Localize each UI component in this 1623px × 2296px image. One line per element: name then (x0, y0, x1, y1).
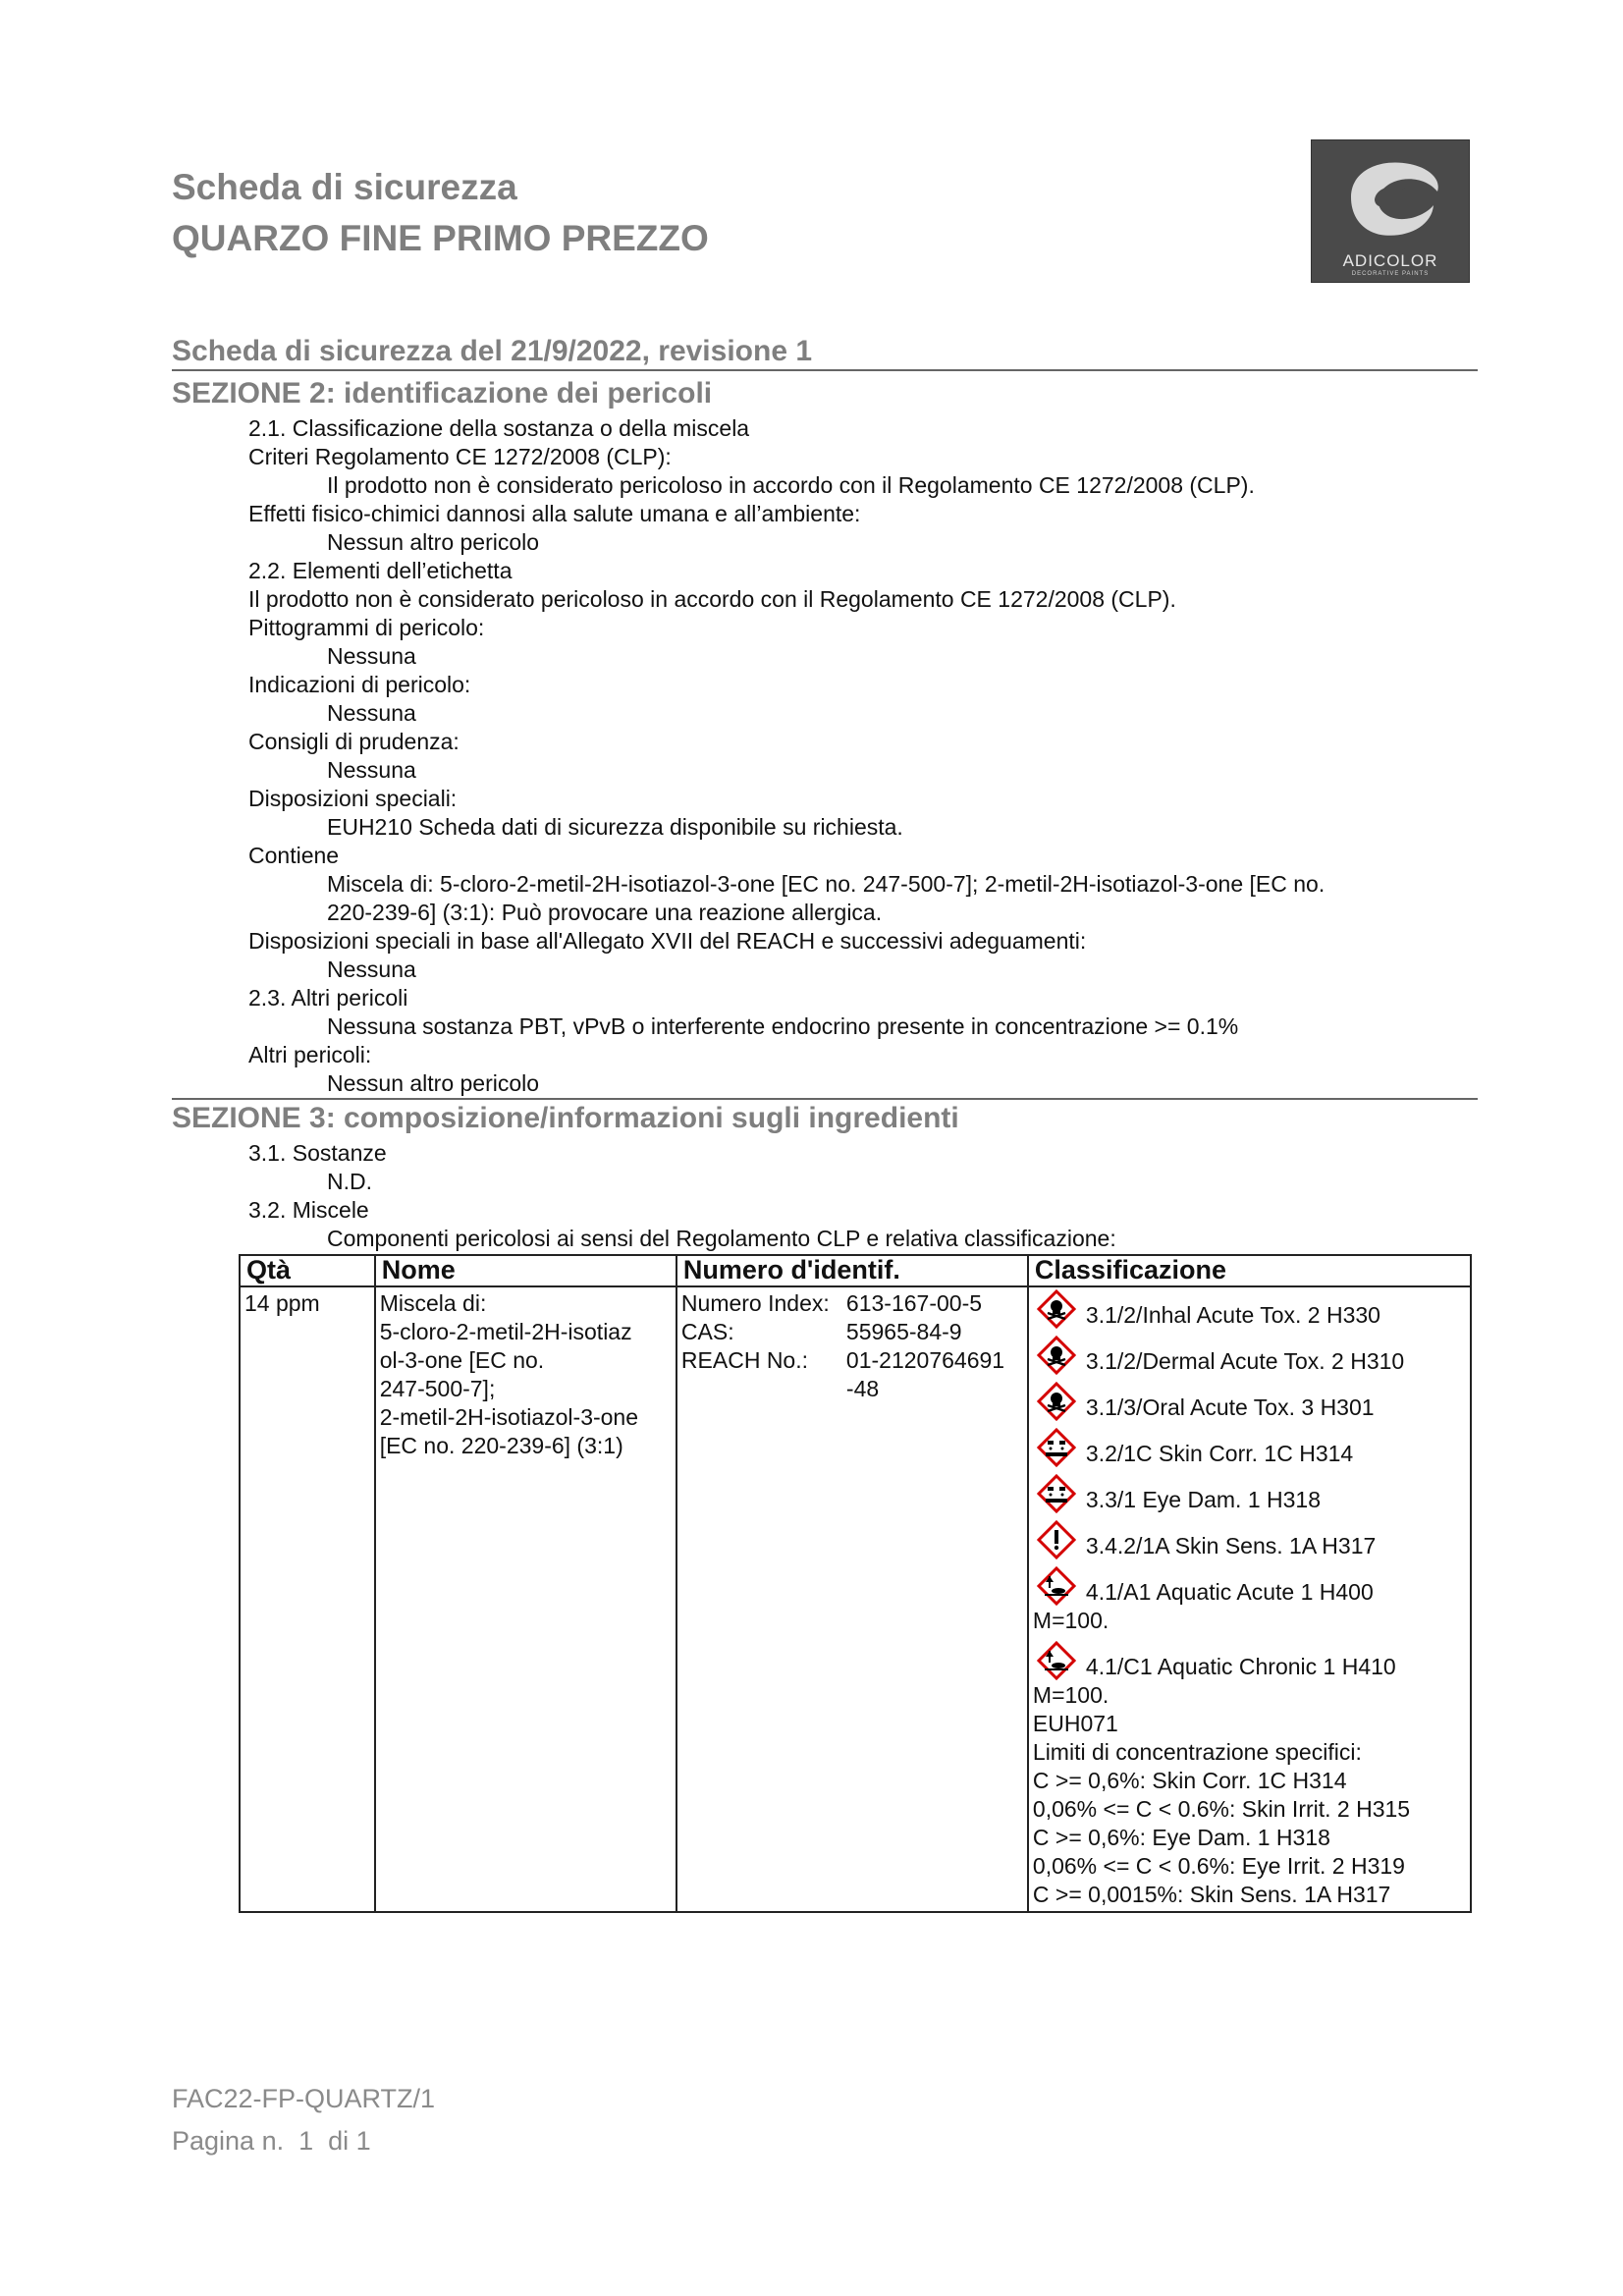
name-line: 247-500-7]; (379, 1376, 496, 1401)
text-line: Criteri Regolamento CE 1272/2008 (CLP): (248, 444, 672, 469)
revision-heading: Scheda di sicurezza del 21/9/2022, revisione 1 (172, 334, 1478, 371)
text-line: Miscela di: 5-cloro-2-metil-2H-isotiazol-3-one [EC no. 247-500-7]; 2-metil-2H-isotiazol-3-one [EC no. (327, 871, 1325, 897)
classification-text: 3.3/1 Eye Dam. 1 H318 (1085, 1487, 1321, 1512)
m-factor: M=100. (1032, 1608, 1109, 1633)
footer-page-number: Pagina n. 1 di 1 (172, 2126, 371, 2156)
components-table (239, 1254, 1472, 1913)
title-line-2: QUARZO FINE PRIMO PREZZO (172, 218, 709, 258)
classification-item (1033, 1641, 1466, 1681)
id-key: Numero Index: (680, 1290, 830, 1316)
environment-icon (1037, 1566, 1076, 1606)
name-line: [EC no. 220-239-6] (3:1) (379, 1433, 623, 1458)
skull-icon (1037, 1289, 1076, 1329)
qty-value: 14 ppm (244, 1290, 320, 1316)
title-line-1: Scheda di sicurezza (172, 167, 517, 207)
classification-text: 3.1/3/Oral Acute Tox. 3 H301 (1085, 1394, 1375, 1420)
extra-line: Limiti di concentrazione specifici: (1032, 1739, 1362, 1765)
text-line: 2.2. Elementi dell’etichetta (248, 558, 513, 583)
text-line: 2.3. Altri pericoli (248, 985, 408, 1011)
classification-item (1033, 1428, 1466, 1468)
text-line: Effetti fisico-chimici dannosi alla salute umana e all’ambiente: (248, 501, 861, 526)
text-line: Nessuna sostanza PBT, vPvB o interferente endocrino presente in concentrazione >= 0.1% (327, 1013, 1239, 1039)
classification-text: 3.2/1C Skin Corr. 1C H314 (1085, 1441, 1354, 1466)
section-3-heading: SEZIONE 3: composizione/informazioni sugli ingredienti (172, 1102, 959, 1134)
footer-doc-code: FAC22-FP-QUARTZ/1 (172, 2084, 436, 2113)
classification-item (1033, 1474, 1466, 1514)
text-line: Consigli di prudenza: (248, 729, 460, 754)
name-line: 2-metil-2H-isotiazol-3-one (379, 1404, 639, 1430)
text-line: Nessuna (327, 757, 416, 783)
column-header-qty: Qtà (240, 1255, 375, 1286)
skull-icon (1037, 1382, 1076, 1421)
text-line: Componenti pericolosi ai sensi del Regolamento CLP e relativa classificazione: (327, 1226, 1116, 1251)
extra-line: C >= 0,6%: Eye Dam. 1 H318 (1032, 1825, 1330, 1850)
text-line: Altri pericoli: (248, 1042, 372, 1067)
name-line: 5-cloro-2-metil-2H-isotiaz (379, 1319, 632, 1344)
id-value: 613-167-00-5 (845, 1290, 983, 1316)
extra-line: 0,06% <= C < 0.6%: Skin Irrit. 2 H315 (1032, 1796, 1411, 1822)
cell-classification (1028, 1286, 1471, 1912)
text-line: 220-239-6] (3:1): Può provocare una reazione allergica. (327, 900, 883, 925)
extra-line: C >= 0,0015%: Skin Sens. 1A H317 (1032, 1882, 1391, 1907)
corrosion-icon (1037, 1428, 1076, 1467)
table-header-row (240, 1255, 1471, 1286)
m-factor: M=100. (1032, 1682, 1109, 1708)
id-reach (681, 1346, 1023, 1403)
classification-item (1033, 1289, 1466, 1330)
text-line: Nessuna (327, 643, 416, 669)
classification-text: 4.1/A1 Aquatic Acute 1 H400 (1085, 1579, 1374, 1605)
text-line: Disposizioni speciali: (248, 786, 458, 811)
text-line: Indicazioni di pericolo: (248, 672, 471, 697)
text-line: Nessun altro pericolo (327, 529, 540, 555)
classification-text: 3.1/2/Dermal Acute Tox. 2 H310 (1085, 1348, 1405, 1374)
classification-item (1033, 1520, 1466, 1560)
text-line: 3.2. Miscele (248, 1197, 369, 1223)
section-divider (172, 1098, 1478, 1100)
id-index (681, 1289, 1023, 1318)
id-value: 55965-84-9 (845, 1319, 962, 1344)
id-key: REACH No.: (680, 1347, 809, 1373)
extra-line: C >= 0,6%: Skin Corr. 1C H314 (1032, 1768, 1347, 1793)
column-header-classification: Classificazione (1028, 1255, 1471, 1286)
text-line: Disposizioni speciali in base all'Allegato XVII del REACH e successivi adeguamenti: (248, 928, 1087, 954)
logo-text: ADICOLOR (1342, 251, 1438, 270)
classification-text: 4.1/C1 Aquatic Chronic 1 H410 (1085, 1654, 1396, 1679)
column-header-id: Numero d'identif. (676, 1255, 1028, 1286)
classification-item (1033, 1336, 1466, 1376)
text-line: 2.1. Classificazione della sostanza o della miscela (248, 415, 750, 441)
text-line: 3.1. Sostanze (248, 1140, 387, 1166)
skull-icon (1037, 1336, 1076, 1375)
text-line: Pittogrammi di pericolo: (248, 615, 485, 640)
name-line: Miscela di: (379, 1290, 487, 1316)
text-line: N.D. (327, 1169, 372, 1194)
extra-line: EUH071 (1032, 1711, 1118, 1736)
document-title (172, 162, 709, 264)
cell-qty (240, 1286, 375, 1912)
text-line: Nessuna (327, 700, 416, 726)
text-line: Nessun altro pericolo (327, 1070, 540, 1096)
text-line: Nessuna (327, 957, 416, 982)
classification-item (1033, 1566, 1466, 1607)
logo-subtext: DECORATIVE PAINTS (1351, 271, 1430, 277)
section-2-heading: SEZIONE 2: identificazione dei pericoli (172, 377, 713, 410)
text-line: Contiene (248, 843, 340, 868)
extra-line: 0,06% <= C < 0.6%: Eye Irrit. 2 H319 (1032, 1853, 1405, 1879)
column-header-name: Nome (375, 1255, 676, 1286)
text-line: Il prodotto non è considerato pericoloso in accordo con il Regolamento CE 1272/2008 (CLP). (327, 472, 1255, 498)
id-key: CAS: (680, 1319, 734, 1344)
cell-identifiers (676, 1286, 1028, 1912)
text-line: EUH210 Scheda dati di sicurezza disponibile su richiesta. (327, 814, 903, 840)
name-line: ol-3-one [EC no. (379, 1347, 545, 1373)
classification-text: 3.1/2/Inhal Acute Tox. 2 H330 (1085, 1302, 1380, 1328)
logo-swirl-icon (1312, 140, 1469, 250)
corrosion-icon (1037, 1474, 1076, 1513)
classification-item (1033, 1382, 1466, 1422)
id-cas (681, 1318, 1023, 1346)
cell-name (375, 1286, 676, 1912)
environment-icon (1037, 1641, 1076, 1680)
company-logo (1311, 139, 1470, 283)
classification-text: 3.4.2/1A Skin Sens. 1A H317 (1085, 1533, 1377, 1558)
id-value: 01-2120764691 -48 (845, 1347, 1005, 1401)
table-row (240, 1286, 1471, 1912)
text-line: Il prodotto non è considerato pericoloso in accordo con il Regolamento CE 1272/2008 (CLP). (248, 586, 1176, 612)
exclamation-icon (1037, 1520, 1076, 1559)
